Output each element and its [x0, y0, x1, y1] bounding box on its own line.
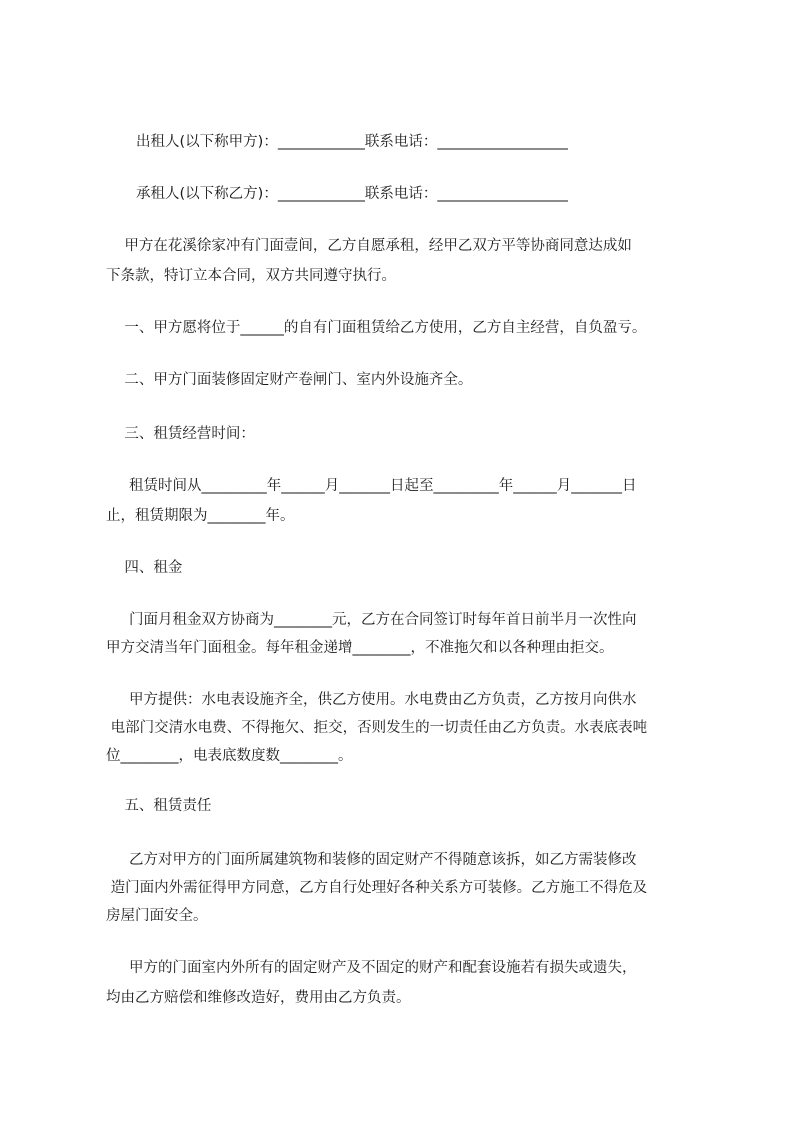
responsibility-p1-line-3: 房屋门面安全。 [106, 908, 208, 924]
clause-3-line-2: 止，租赁期限为________年。 [106, 508, 295, 524]
rent-line-2: 甲方交清当年门面租金。每年租金递增________，不准拖欠和以各种理由拒交。 [106, 640, 614, 656]
clause-3-heading: 三、租赁经营时间： [106, 426, 255, 442]
responsibility-p2-line-2: 均由乙方赔偿和维修改造好，费用由乙方负责。 [106, 990, 411, 1006]
lessee-line: 承租人(以下称乙方)：____________联系电话：__________________ [136, 186, 568, 202]
utilities-line-2: 电部门交清水电费、不得拖欠、拒交，否则发生的一切责任由乙方负责。水表底表吨 [106, 720, 648, 736]
clause-4-heading: 四、租金 [106, 560, 183, 576]
clause-5-heading: 五、租赁责任 [106, 798, 212, 814]
utilities-line-3: 位________，电表底数度数________。 [106, 748, 353, 764]
intro-line-2: 下条款，特订立本合同，双方共同遵守执行。 [106, 268, 396, 284]
responsibility-p1-line-1: 乙方对甲方的门面所属建筑物和装修的固定财产不得随意该拆，如乙方需装修改 [106, 852, 637, 868]
utilities-line-1: 甲方提供：水电表设施齐全，供乙方使用。水电费由乙方负责，乙方按月向供水 [106, 692, 637, 708]
responsibility-p2-line-1: 甲方的门面室内外所有的固定财产及不固定的财产和配套设施若有损失或遗失， [106, 960, 637, 976]
intro-line-1: 甲方在花溪徐家冲有门面壹间，乙方自愿承租，经甲乙双方平等协商同意达成如 [106, 238, 632, 254]
responsibility-p1-line-2: 造门面内外需征得甲方同意，乙方自行处理好各种关系方可装修。乙方施工不得危及 [106, 880, 648, 896]
clause-1: 一、甲方愿将位于______的自有门面租赁给乙方使用，乙方自主经营，自负盈亏。 [106, 320, 647, 336]
clause-3-line-1: 租赁时间从_________年______月_______日起至_________年______月_______日 [106, 478, 637, 494]
lessor-line: 出租人(以下称甲方)：____________联系电话：__________________ [136, 134, 568, 150]
clause-2: 二、甲方门面装修固定财产卷闸门、室内外设施齐全。 [106, 372, 473, 388]
rent-line-1: 门面月租金双方协商为________元，乙方在合同签订时每年首日前半月一次性向 [106, 612, 637, 628]
